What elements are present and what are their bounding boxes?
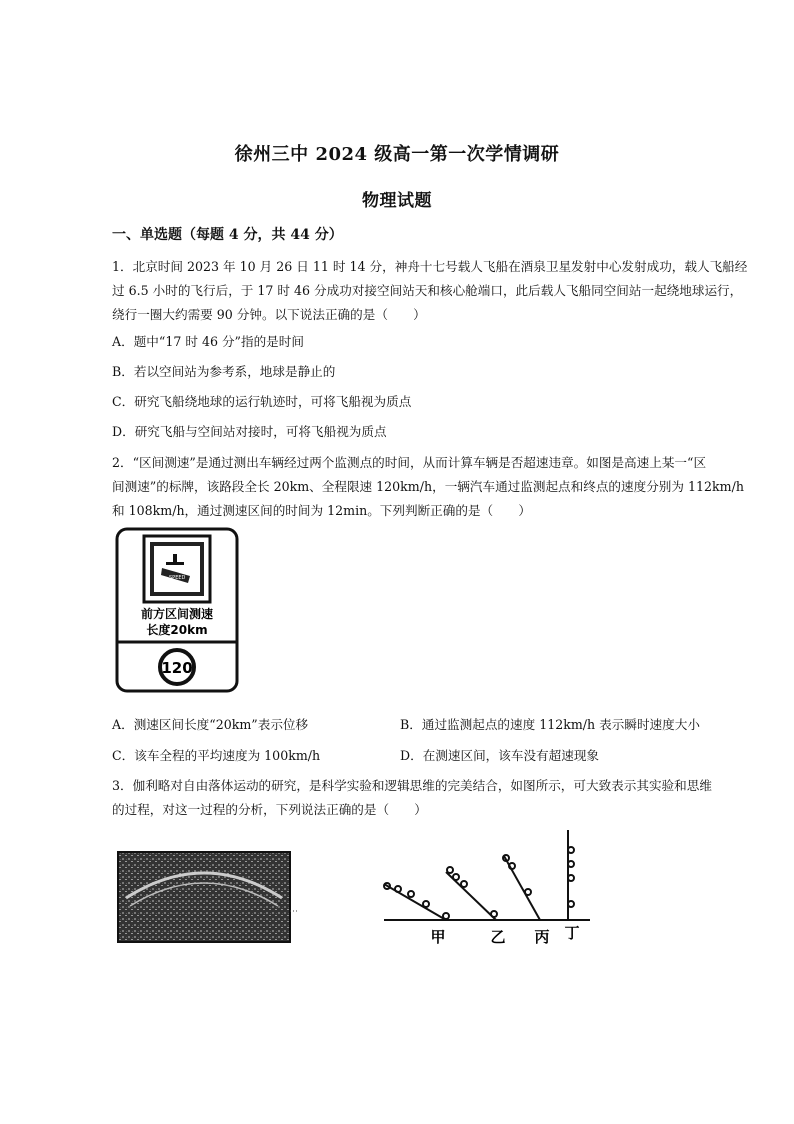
q3-stem-line-2: 的过程，对这一过程的分析，下列说法正确的是（ ） bbox=[112, 802, 427, 817]
q2-option-b: B．通过监测起点的速度 112km/h 表示瞬时速度大小 bbox=[400, 717, 700, 732]
q1-option-a: A．题中“17 时 46 分”指的是时间 bbox=[112, 334, 304, 349]
galileo-painting-photo bbox=[118, 852, 298, 942]
q3-stem-line-1: 3．伽利略对自由落体运动的研究，是科学实验和逻辑思维的完美结合，如图所示，可大致表示其实验和思维 bbox=[112, 778, 712, 793]
sign-text-line-1: 前方区间测速 bbox=[140, 607, 214, 621]
q2-stem-line-1: 2．“区间测速”是通过测出车辆经过两个监测点的时间，从而计算车辆是否超速违章。如图是高速上某一“区 bbox=[112, 455, 707, 470]
svg-text:SPEED: SPEED bbox=[169, 575, 186, 581]
q2-option-c: C．该车全程的平均速度为 100km/h bbox=[112, 748, 321, 763]
sign-text-line-2: 长度20km bbox=[146, 623, 208, 637]
q1-stem-line-2: 过 6.5 小时的飞行后，于 17 时 46 分成功对接空间站天和核心舱端口，此后载人飞船同空间站一起绕地球运行， bbox=[112, 283, 743, 298]
q1-option-c: C．研究飞船绕地球的运行轨迹时，可将飞船视为质点 bbox=[112, 394, 412, 409]
inclined-plane-diagram bbox=[384, 830, 590, 920]
q2-stem-line-2: 间测速”的标牌，该路段全长 20km、全程限速 120km/h，一辆汽车通过监测起点和终点的速度分别为 112km/h bbox=[112, 479, 744, 494]
figure-label-yi: 乙 bbox=[490, 928, 506, 946]
speed-limit-number: 120 bbox=[161, 659, 193, 677]
q2-option-a: A．测速区间长度“20km”表示位移 bbox=[112, 717, 309, 732]
exam-subtitle: 物理试题 bbox=[362, 191, 432, 211]
q1-option-b: B．若以空间站为参考系，地球是静止的 bbox=[112, 364, 336, 379]
speed-zone-sign-image bbox=[114, 526, 240, 694]
figure-label-jia: 甲 bbox=[430, 928, 446, 946]
q2-stem-line-3: 和 108km/h，通过测速区间的时间为 12min。下列判断正确的是（ ） bbox=[112, 503, 531, 518]
galileo-experiment-figure bbox=[116, 828, 594, 948]
q1-option-d: D．研究飞船与空间站对接时，可将飞船视为质点 bbox=[112, 424, 387, 439]
q2-option-d: D．在测速区间，该车没有超速现象 bbox=[400, 748, 600, 763]
q1-stem-line-1: 1．北京时间 2023 年 10 月 26 日 11 时 14 分，神舟十七号载人飞船在酒泉卫星发射中心发射成功，载人飞船经 bbox=[112, 259, 748, 274]
q1-stem-line-3: 绕行一圈大约需要 90 分钟。以下说法正确的是（ ） bbox=[112, 307, 426, 322]
figure-label-bing: 丙 bbox=[534, 928, 550, 946]
exam-title: 徐州三中 2024 级高一第一次学情调研 bbox=[234, 144, 560, 165]
figure-label-ding: 丁 bbox=[564, 924, 580, 942]
section-heading: 一、单选题（每题 4 分，共 44 分） bbox=[112, 227, 343, 243]
